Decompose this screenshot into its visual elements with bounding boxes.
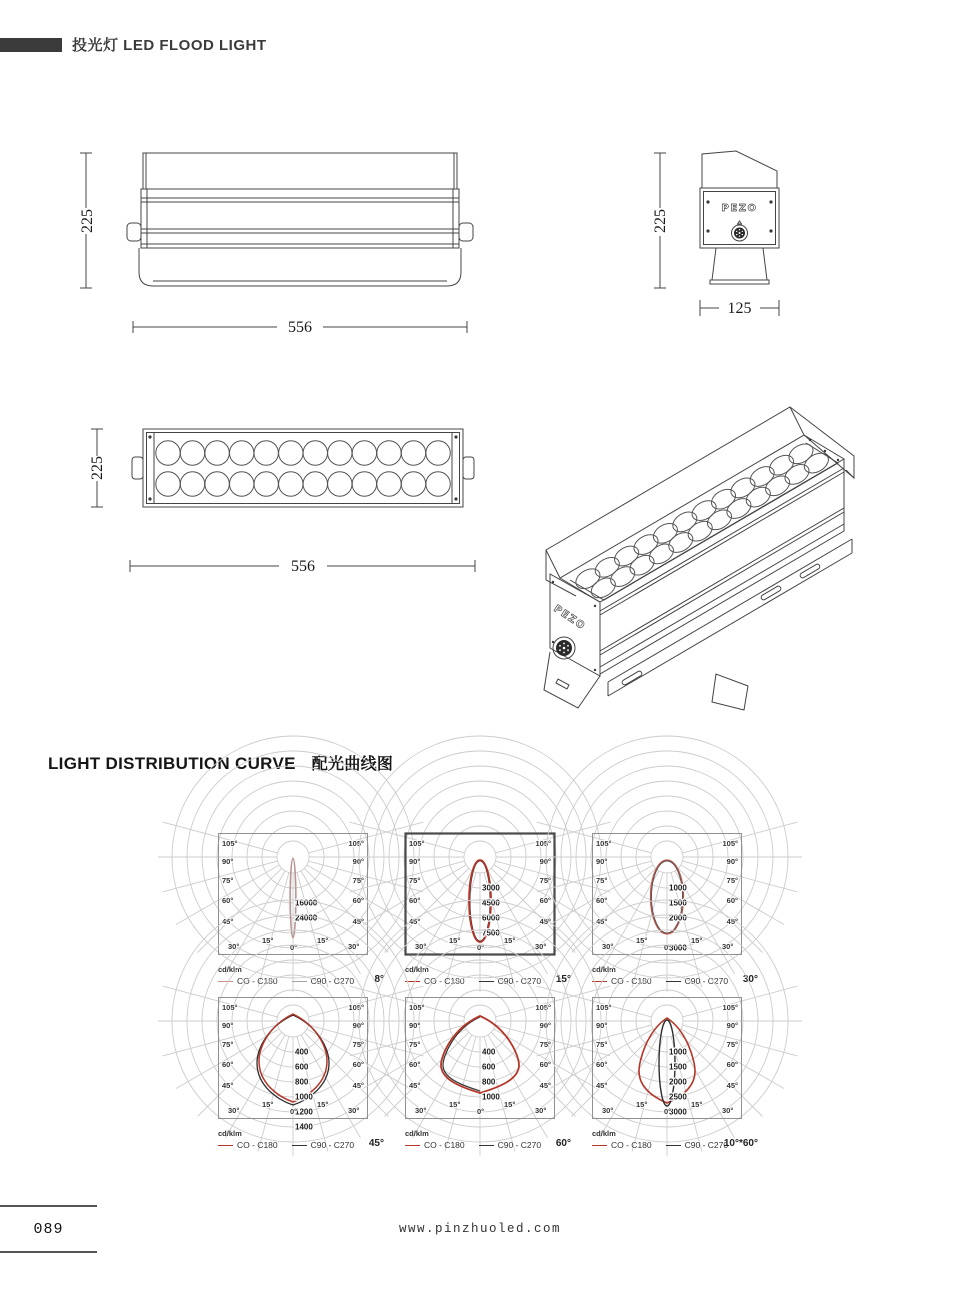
led-lens (401, 441, 425, 465)
angle-label: 105° (222, 839, 238, 848)
led-front-view-drawing (85, 420, 485, 580)
legend-unit-label: cd/klm (592, 965, 616, 974)
led-view-screws (148, 435, 457, 500)
chart-canvas (592, 997, 742, 1119)
angle-label: 15° (449, 936, 461, 945)
led-view-outline (132, 429, 474, 507)
side-view-dimension-lines (654, 153, 779, 316)
legend-series-row (218, 976, 386, 986)
angle-label: 30° (535, 942, 547, 951)
ring-label: 1400 (295, 1122, 313, 1132)
led-lens (230, 441, 254, 465)
angle-label: 60° (726, 896, 738, 905)
led-lens (254, 441, 278, 465)
angle-label: 105° (596, 1003, 612, 1012)
angle-label: 60° (222, 896, 234, 905)
angle-label: 90° (409, 857, 421, 866)
led-lens (303, 441, 327, 465)
led-lens (426, 441, 450, 465)
side-view-height-label: 225 (652, 209, 669, 233)
brand-text-iso: PEZO (551, 603, 588, 633)
legend-series-row (218, 1140, 386, 1150)
angle-label: 45° (222, 1081, 234, 1090)
legend-swatch (292, 1145, 307, 1146)
section-title-zh: 配光曲线图 (311, 756, 394, 773)
legend-series-name: CO - C180 (611, 1140, 652, 1150)
legend-series-row (592, 976, 760, 986)
legend-series-name: C90 - C270 (497, 976, 542, 986)
legend-series-name: CO - C180 (424, 1140, 465, 1150)
side-view-drawing (640, 140, 820, 330)
legend-unit-label: cd/klm (592, 1129, 616, 1138)
angle-label: 15° (504, 1100, 516, 1109)
header-accent-bar (0, 38, 62, 52)
chart-canvas (405, 833, 555, 955)
angle-label: 15° (636, 1100, 648, 1109)
ring-label: 4500 (482, 898, 500, 908)
section-title-en: LIGHT DISTRIBUTION CURVE (48, 754, 296, 773)
ring-label: 800 (295, 1077, 309, 1087)
angle-label: 30° (348, 1106, 360, 1115)
angle-label: 30° (348, 942, 360, 951)
angle-label: 90° (352, 857, 364, 866)
ring-label: 800 (482, 1077, 496, 1087)
front-view-width-label: 556 (288, 319, 312, 336)
ring-label: 2000 (669, 913, 687, 923)
led-lens (747, 463, 778, 491)
led-view-dimension-lines (91, 429, 475, 572)
website-text: www.pinzhuoled.com (398, 1222, 562, 1236)
legend-unit-label: cd/klm (405, 965, 429, 974)
front-view-drawing (75, 140, 475, 340)
angle-label: 30° (722, 942, 734, 951)
front-view-outline (127, 153, 473, 286)
angle-label: 15° (691, 936, 703, 945)
ring-label: 6000 (482, 913, 500, 923)
legend-series-name: C90 - C270 (310, 976, 355, 986)
led-lens (762, 472, 793, 500)
angle-label: 60° (409, 896, 421, 905)
angle-label: 90° (539, 857, 551, 866)
iso-view-drawing (520, 390, 920, 720)
front-view-dimension-lines (80, 153, 467, 333)
angle-label: 30° (415, 1106, 427, 1115)
led-lens (303, 472, 327, 496)
led-lens (328, 441, 352, 465)
led-lens (665, 529, 696, 557)
chart-legend (218, 1129, 386, 1150)
ring-label: 1500 (669, 898, 687, 908)
legend-swatch (592, 1145, 607, 1146)
angle-label: 60° (596, 896, 608, 905)
ring-label: 2500 (669, 1092, 687, 1102)
angle-label: 15° (449, 1100, 461, 1109)
chart-canvas (592, 833, 742, 955)
angle-label: 15° (317, 936, 329, 945)
led-lens (205, 441, 229, 465)
front-view-height-label: 225 (79, 209, 96, 233)
angle-label: 90° (222, 857, 234, 866)
angle-label: 0° (664, 943, 672, 952)
legend-series-name: C90 - C270 (310, 1140, 355, 1150)
angle-label: 60° (222, 1060, 234, 1069)
led-lens (766, 451, 797, 479)
angle-label: 45° (352, 917, 364, 926)
legend-series-name: CO - C180 (611, 976, 652, 986)
angle-label: 105° (722, 1003, 738, 1012)
angle-label: 60° (352, 896, 364, 905)
ring-label: 16000 (295, 898, 318, 908)
ring-label: 400 (295, 1047, 309, 1057)
led-lens (279, 472, 303, 496)
angle-label: 105° (596, 839, 612, 848)
angle-label: 45° (596, 917, 608, 926)
polar-grid (532, 736, 802, 992)
ring-label: 2000 (669, 1077, 687, 1087)
angle-label: 105° (409, 839, 425, 848)
angle-label: 15° (262, 936, 274, 945)
angle-label: 0° (477, 1107, 485, 1116)
led-lens (279, 441, 303, 465)
angle-label: 75° (596, 1040, 608, 1049)
distribution-chart-45° (218, 997, 384, 1161)
ring-label: 1500 (669, 1062, 687, 1072)
legend-unit-label: cd/klm (218, 965, 242, 974)
angle-label: 75° (222, 1040, 234, 1049)
led-lens (646, 540, 677, 568)
chart-legend (405, 1129, 573, 1150)
led-lens (401, 472, 425, 496)
led-lens (743, 483, 774, 511)
led-lens (377, 472, 401, 496)
ring-label: 1000 (295, 1092, 313, 1102)
led-lens (607, 563, 638, 591)
angle-label: 30° (228, 1106, 240, 1115)
chart-canvas (405, 997, 555, 1119)
led-lens (723, 495, 754, 523)
led-lens (156, 472, 180, 496)
ring-label: 1000 (669, 883, 687, 893)
angle-label: 0° (290, 943, 298, 952)
legend-series-name: C90 - C270 (684, 976, 729, 986)
led-lens (708, 485, 739, 513)
ring-label: 600 (295, 1062, 309, 1072)
angle-label: 75° (726, 1040, 738, 1049)
beam-angle-label: 60° (555, 1138, 571, 1149)
led-view-width-label: 556 (291, 558, 315, 575)
angle-label: 45° (352, 1081, 364, 1090)
led-lens (352, 441, 376, 465)
angle-label: 105° (535, 839, 551, 848)
angle-label: 45° (596, 1081, 608, 1090)
led-lens (592, 553, 623, 581)
led-lens (611, 542, 642, 570)
legend-series-name: CO - C180 (237, 1140, 278, 1150)
angle-label: 60° (726, 1060, 738, 1069)
led-lens (180, 472, 204, 496)
iso-led-array (572, 440, 832, 602)
ring-label: 3000 (669, 1107, 687, 1117)
led-lens (689, 497, 720, 525)
led-lens (156, 441, 180, 465)
iso-outline (544, 407, 854, 710)
beam-angle-label: 8° (374, 974, 384, 985)
angle-label: 75° (352, 876, 364, 885)
angle-label: 45° (726, 917, 738, 926)
angle-label: 75° (222, 876, 234, 885)
ring-label: 3000 (482, 883, 500, 893)
ring-label: 400 (482, 1047, 496, 1057)
beam-angle-label: 45° (368, 1138, 384, 1149)
led-lens (685, 517, 716, 545)
angle-label: 105° (348, 1003, 364, 1012)
led-lens (180, 441, 204, 465)
led-lens (781, 460, 812, 488)
side-view-outline (700, 151, 779, 284)
angle-label: 75° (596, 876, 608, 885)
legend-swatch (479, 1145, 494, 1146)
led-array (156, 441, 451, 496)
led-lens (785, 440, 816, 468)
ring-label: 24000 (295, 913, 318, 923)
led-lens (205, 472, 229, 496)
iso-adjustment-knob (553, 637, 575, 659)
distribution-chart-10°*60° (592, 997, 758, 1161)
legend-series-name: C90 - C270 (684, 1140, 729, 1150)
ring-label: 3000 (669, 943, 687, 953)
angle-label: 75° (726, 876, 738, 885)
angle-label: 45° (726, 1081, 738, 1090)
beam-angle-label: 15° (555, 974, 571, 985)
brand-text: PEZO (721, 203, 758, 214)
led-lens (727, 474, 758, 502)
angle-label: 30° (602, 942, 614, 951)
led-view-height-label: 225 (89, 456, 106, 480)
led-lens (328, 472, 352, 496)
led-lens (801, 449, 832, 477)
chart-legend (592, 1129, 760, 1150)
angle-label: 15° (317, 1100, 329, 1109)
angle-label: 15° (691, 1100, 703, 1109)
distribution-chart-60° (405, 997, 571, 1161)
adjustment-knob (732, 221, 748, 241)
ring-label: 600 (482, 1062, 496, 1072)
angle-label: 45° (539, 917, 551, 926)
legend-swatch (218, 981, 233, 982)
angle-label: 90° (726, 1021, 738, 1030)
legend-swatch (405, 1145, 420, 1146)
beam-angle-label: 10°*60° (723, 1138, 758, 1149)
legend-swatch (666, 981, 681, 982)
legend-series-row (405, 976, 573, 986)
legend-swatch (666, 1145, 681, 1146)
led-lens (230, 472, 254, 496)
angle-label: 30° (228, 942, 240, 951)
angle-label: 30° (535, 1106, 547, 1115)
angle-label: 60° (352, 1060, 364, 1069)
angle-label: 90° (222, 1021, 234, 1030)
angle-label: 45° (222, 917, 234, 926)
distribution-charts-grid (218, 833, 758, 1161)
angle-label: 15° (636, 936, 648, 945)
ring-label: 1200 (295, 1107, 313, 1117)
angle-label: 60° (409, 1060, 421, 1069)
led-lens (352, 472, 376, 496)
angle-label: 75° (409, 1040, 421, 1049)
angle-label: 45° (409, 1081, 421, 1090)
legend-series-name: C90 - C270 (497, 1140, 542, 1150)
angle-label: 90° (596, 1021, 608, 1030)
angle-label: 105° (222, 1003, 238, 1012)
angle-label: 60° (596, 1060, 608, 1069)
angle-label: 45° (539, 1081, 551, 1090)
legend-series-name: CO - C180 (424, 976, 465, 986)
ring-label: 7500 (482, 928, 500, 938)
angle-label: 30° (722, 1106, 734, 1115)
angle-label: 105° (535, 1003, 551, 1012)
angle-label: 15° (262, 1100, 274, 1109)
led-lens (650, 519, 681, 547)
legend-swatch (292, 981, 307, 982)
chart-canvas (218, 833, 368, 955)
led-lens (669, 508, 700, 536)
angle-label: 75° (539, 1040, 551, 1049)
angle-label: 30° (415, 942, 427, 951)
ring-label: 1000 (482, 1092, 500, 1102)
angle-label: 45° (409, 917, 421, 926)
led-lens (704, 506, 735, 534)
angle-label: 90° (596, 857, 608, 866)
side-view-width-label: 125 (727, 300, 752, 317)
legend-swatch (218, 1145, 233, 1146)
angle-label: 75° (409, 876, 421, 885)
angle-label: 105° (409, 1003, 425, 1012)
led-lens (377, 441, 401, 465)
ring-label: 1000 (669, 1047, 687, 1057)
angle-label: 90° (726, 857, 738, 866)
polar-grid (158, 736, 428, 992)
beam-angle-label: 30° (742, 974, 758, 985)
angle-label: 0° (664, 1107, 672, 1116)
angle-label: 90° (539, 1021, 551, 1030)
angle-label: 90° (409, 1021, 421, 1030)
angle-label: 60° (539, 896, 551, 905)
chart-canvas (218, 997, 368, 1132)
legend-unit-label: cd/klm (218, 1129, 242, 1138)
angle-label: 105° (722, 839, 738, 848)
angle-label: 30° (602, 1106, 614, 1115)
angle-label: 0° (290, 1107, 298, 1116)
legend-unit-label: cd/klm (405, 1129, 429, 1138)
page-title: 投光灯 LED FLOOD LIGHT (72, 37, 267, 54)
angle-label: 60° (539, 1060, 551, 1069)
angle-label: 105° (348, 839, 364, 848)
legend-series-row (405, 1140, 573, 1150)
angle-label: 0° (477, 943, 485, 952)
led-lens (254, 472, 278, 496)
page-number: 089 (33, 1220, 64, 1238)
angle-label: 75° (352, 1040, 364, 1049)
angle-label: 90° (352, 1021, 364, 1030)
legend-swatch (479, 981, 494, 982)
legend-series-name: CO - C180 (237, 976, 278, 986)
angle-label: 15° (504, 936, 516, 945)
led-lens (630, 531, 661, 559)
angle-label: 75° (539, 876, 551, 885)
led-lens (626, 551, 657, 579)
led-lens (426, 472, 450, 496)
